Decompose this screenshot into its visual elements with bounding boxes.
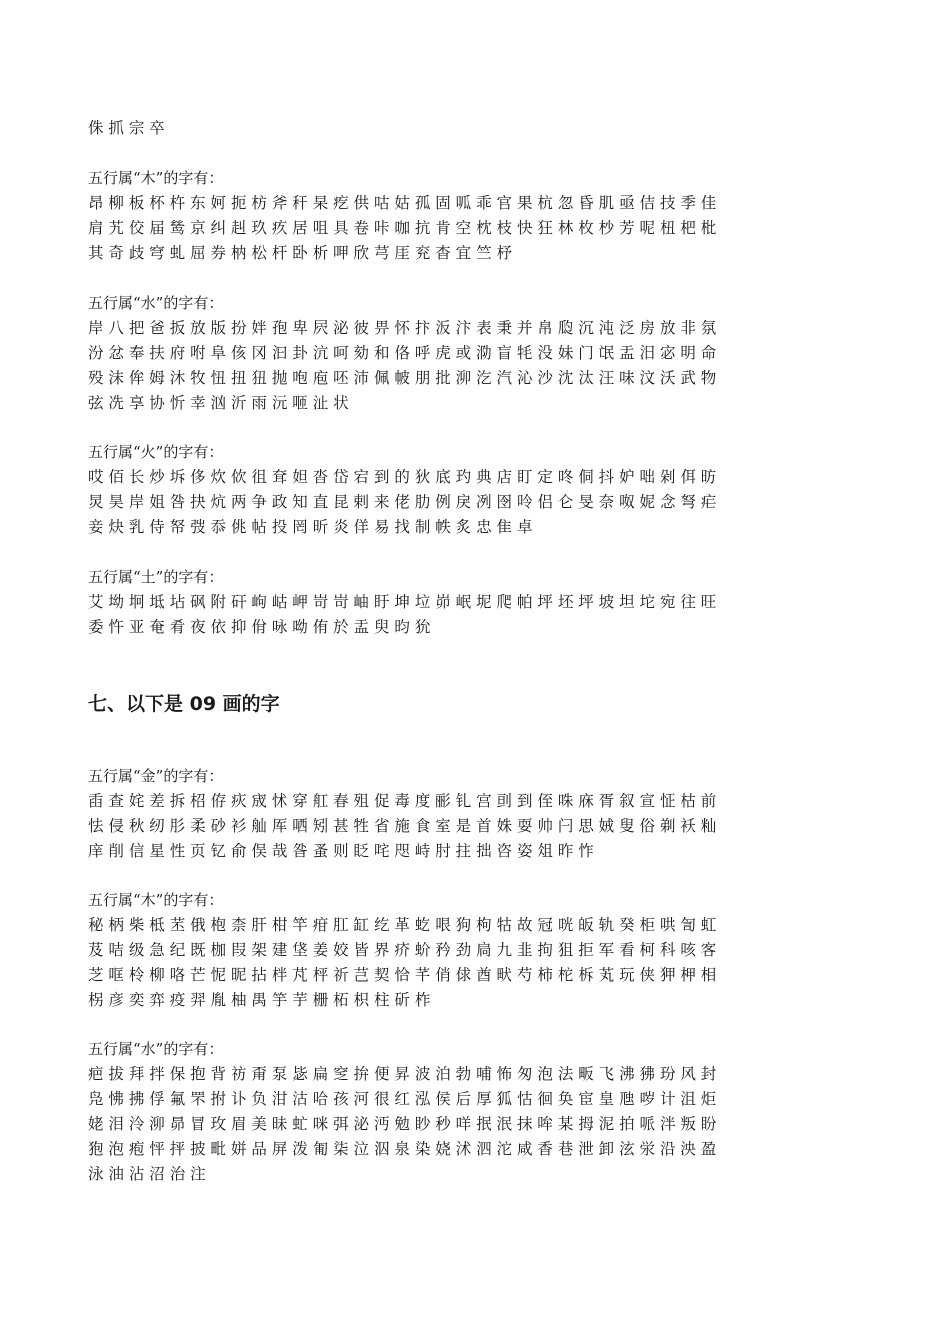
char-line: 汾 忿 奉 扶 府 咐 阜 侅 冈 汩 卦 沆 呵 劾 和 佫 呼 虎 或 泐 盲 牦 没 妹 门 氓 盂 汨 宓 明 命 — [88, 344, 717, 362]
char-line: 庠 削 信 星 性 页 钇 俞 俣 哉 昝 蚤 则 眨 咤 咫 峙 肘 拄 拙 咨 姿 俎 昨 怍 — [88, 842, 594, 860]
char-line: 臿 查 姹 差 拆 柖 侟 疢 宬 怵 穿 舡 春 殂 促 毒 度 彨 钆 宫 刯 到 侄 咮 庥 胥 叙 宣 怔 枯 前 — [88, 792, 717, 810]
stroke8-water-group — [88, 291, 878, 416]
char-line: 艾 坳 坰 坻 坫 砜 附 矸 岣 岵 岬 岢 岢 岫 盱 坤 垃 峁 岷 坭 爬 帕 坪 坯 坪 坡 坦 坨 宛 往 旺 — [88, 593, 717, 611]
stroke8-earth-group — [88, 565, 878, 640]
char-line: 岸 八 把 爸 扳 放 版 扮 姅 孢 卑 屄 泌 彼 畀 怀 抃 汳 汴 表 秉 并 帛 瓝 沉 沌 泛 房 放 非 氛 — [88, 319, 717, 337]
char-line: 芨 咭 级 急 纪 既 枷 叚 架 建 垡 姜 姣 皆 界 疥 蚧 矜 劲 扃 九 韭 拘 狙 拒 军 看 柯 科 咳 客 — [88, 941, 717, 959]
char-line: 其 奇 歧 穹 虬 屈 券 枘 松 杆 卧 析 呷 欣 芎 厓 兖 杳 宜 竺 杼 — [88, 244, 513, 262]
char-line: 凫 怫 拂 俘 氟 罘 拊 讣 负 泔 沽 哈 孩 河 很 红 泓 侯 后 厚 狐 怙 徊 奂 宦 皇 虺 哕 计 沮 炬 — [88, 1090, 717, 1108]
char-line: 殁 沫 侔 姆 沐 牧 忸 扭 狃 抛 咆 庖 呸 沛 佩 帔 朋 批 泖 汔 汽 沁 沙 沈 汰 汪 味 汶 沃 武 物 — [88, 369, 717, 387]
element-label: 五行属“水”的字有： — [88, 1040, 224, 1058]
char-line: 委 忤 亚 奄 肴 夜 依 抑 佾 咏 呦 侑 於 盂 臾 昀 狁 — [88, 618, 431, 636]
element-label: 五行属“火”的字有： — [88, 443, 224, 461]
char-line: 弦 冼 享 协 忻 幸 汹 沂 雨 沅 咂 沚 状 — [88, 394, 349, 412]
char-line: 芝 哐 柃 柳 咯 芒 怩 昵 拈 柈 芃 枰 祈 芑 契 恰 芊 俏 俅 酋 畎 芍 柿 柁 柝 芄 玩 侠 狎 柙 相 — [88, 966, 717, 984]
char-line: 昂 柳 板 杯 杵 东 妸 扼 枋 斧 秆 杲 疙 供 咕 姑 孤 固 呱 乖 官 果 杭 忽 昏 肌 亟 佶 技 季 佳 — [88, 194, 717, 212]
char-line: 姥 泪 泠 泖 昴 冒 玫 眉 美 昧 虻 咪 弭 泌 沔 勉 眇 秒 咩 抿 泯 抹 哞 某 拇 泥 拍 哌 泮 叛 盼 — [88, 1115, 717, 1133]
continued-char-list — [88, 116, 878, 141]
char-line: 侏 抓 宗 卒 — [88, 119, 165, 137]
element-label: 五行属“金”的字有： — [88, 767, 224, 785]
element-label: 五行属“木”的字有： — [88, 891, 224, 909]
element-label: 五行属“水”的字有： — [88, 294, 224, 312]
char-line: 炅 昊 岸 姐 咎 抉 炕 两 争 政 知 直 昆 剌 来 佬 肋 例 戾 冽 囹 呤 侣 仑 旻 奈 呶 妮 念 弩 疟 — [88, 493, 717, 511]
char-line: 哎 佰 长 炒 坼 侈 炊 佽 徂 耷 妲 沓 岱 宕 到 的 狄 底 玓 典 店 盯 定 咚 侗 抖 妒 咄 剁 佴 昉 — [88, 468, 717, 486]
element-label: 五行属“木”的字有： — [88, 169, 224, 187]
stroke8-fire-group — [88, 440, 878, 540]
element-label: 五行属“土”的字有： — [88, 568, 224, 586]
stroke9-wood-group — [88, 888, 878, 1013]
char-line: 柺 彦 奕 弈 疫 羿 胤 柚 禺 竽 芋 栅 柘 枳 柱 斫 柞 — [88, 991, 431, 1009]
char-line: 泳 油 沾 沼 治 注 — [88, 1165, 206, 1183]
char-line: 疤 拔 拜 拌 保 抱 背 祊 甭 泵 毖 扁 窆 拚 便 昇 波 泊 勃 哺 怖 匆 泡 法 畈 飞 沸 狒 玢 风 封 — [88, 1065, 717, 1083]
stroke8-wood-group — [88, 166, 878, 266]
char-line: 肩 艽 佼 届 鸶 京 纠 赳 玖 疚 居 咀 具 卷 咔 咖 抗 肯 空 枕 枝 快 狂 林 枚 杪 芳 呢 杻 杷 枇 — [88, 219, 717, 237]
char-line: 怯 侵 秋 纫 肜 柔 砂 衫 舢 厍 哂 矧 甚 牲 省 施 食 室 是 首 姝 耍 帅 闩 思 娀 叟 俗 剃 袄 籼 — [88, 817, 717, 835]
stroke9-metal-group — [88, 764, 878, 864]
char-line: 狍 泡 疱 怦 抨 披 毗 姘 品 屏 泼 匍 柒 泣 泅 泉 染 娆 沭 泗 沱 咸 香 巷 泄 卸 泫 泶 沿 泱 盈 — [88, 1140, 717, 1158]
stroke9-water-group — [88, 1037, 878, 1187]
section-heading: 七、以下是 09 画的字 — [88, 693, 280, 715]
char-line: 妾 炔 乳 侍 帑 弢 忝 佻 帖 投 罔 昕 炎 佯 易 找 制 帙 炙 忠 隹 卓 — [88, 518, 533, 536]
char-line: 秘 柄 柴 柢 苤 俄 枹 柰 肝 柑 竿 疳 肛 缸 纥 革 虼 哏 狗 枸 牯 故 冠 咣 皈 轨 癸 柜 哄 訇 虹 — [88, 916, 717, 934]
